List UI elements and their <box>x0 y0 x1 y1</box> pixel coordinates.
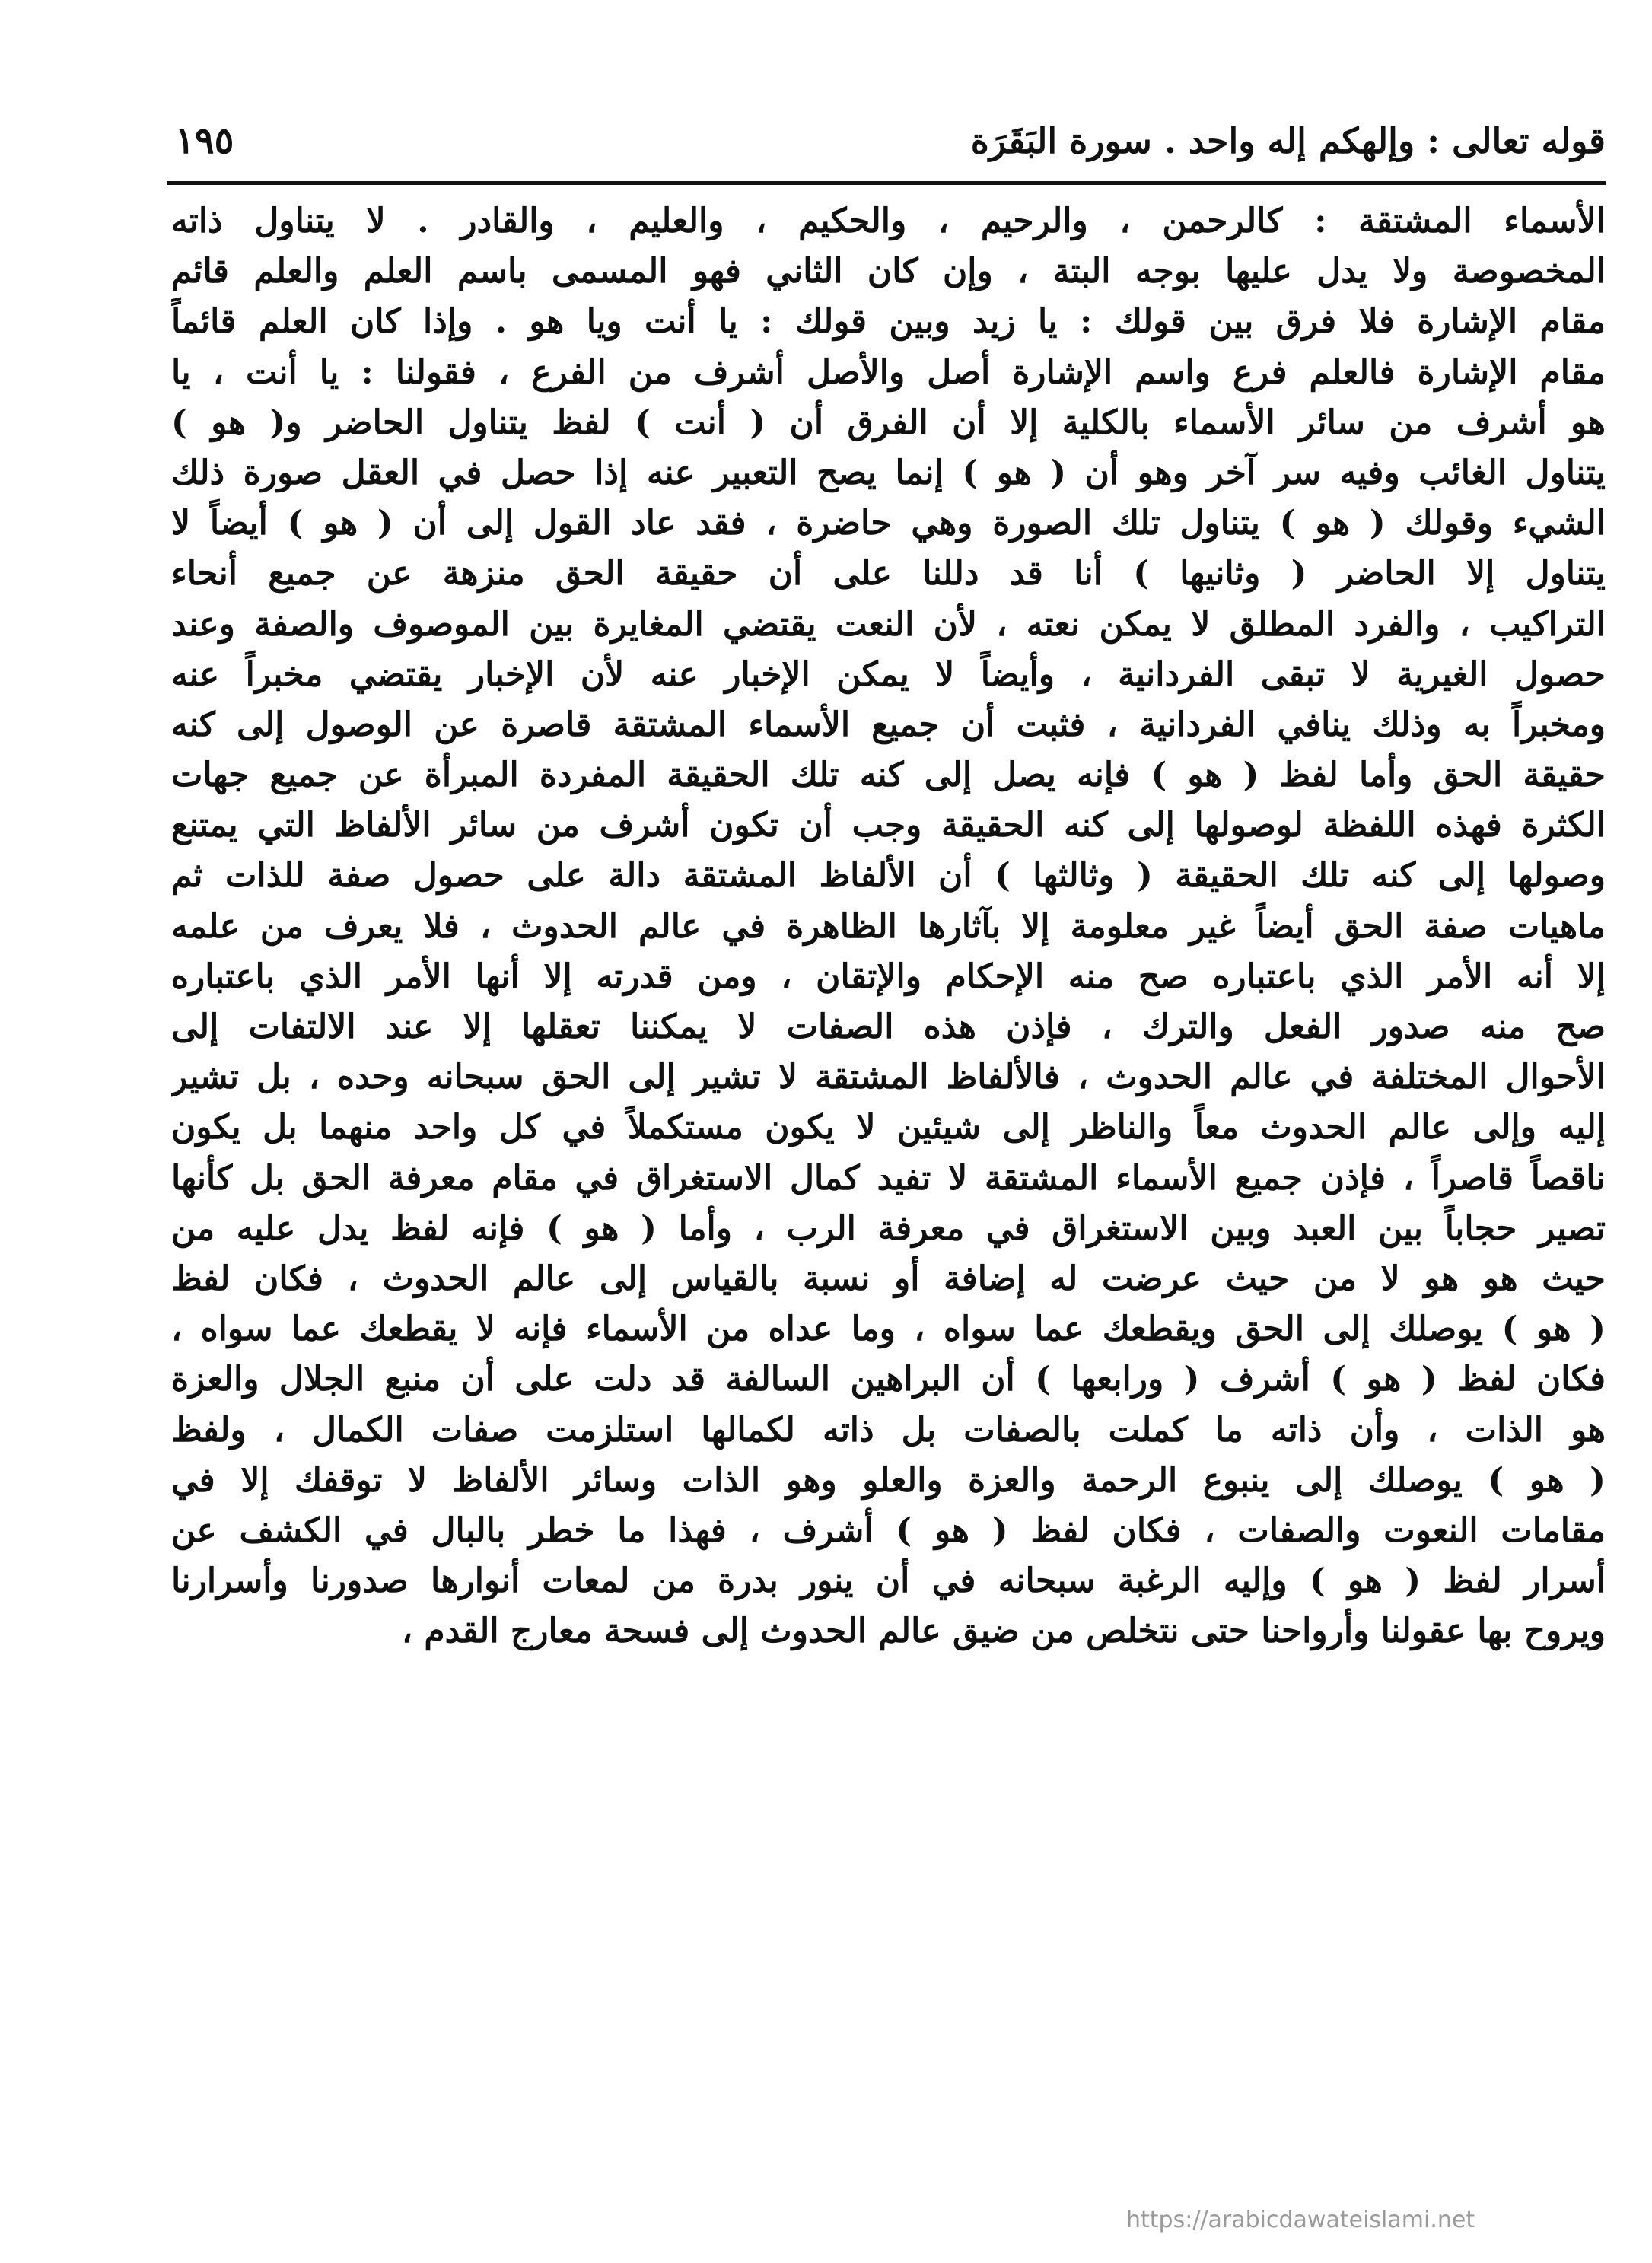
text-line: إليه وإلى عالم الحدوث معاً والناظر إلى شيئين لا يكون مستكملاً في كل واحد منهما بل يكون <box>171 1108 1606 1147</box>
text-line: وصولها إلى كنه تلك الحقيقة ( وثالثها ) أن الألفاظ المشتقة دالة على حصول صفة للذات ثم <box>171 856 1606 896</box>
page-number: ١٩٥ <box>175 119 234 162</box>
running-title: قوله تعالى : وإلهكم إله واحد . سورة البَقَرَة <box>970 120 1606 161</box>
text-line: حصول الغيرية لا تبقى الفردانية ، وأيضاً لا يمكن الإخبار عنه لأن الإخبار يقتضي مخبراً عنه <box>171 654 1606 694</box>
text-line: حيث هو هو لا من حيث عرضت له إضافة أو نسبة بالقياس إلى عالم الحدوث ، فكان لفظ <box>171 1259 1606 1298</box>
text-line: فكان لفظ ( هو ) أشرف ( ورابعها ) أن البراهين السالفة قد دلت على أن منبع الجلال والعزة <box>171 1360 1606 1399</box>
text-line: الأسماء المشتقة : كالرحمن ، والرحيم ، والحكيم ، والعليم ، والقادر . لا يتناول ذاته <box>171 202 1606 240</box>
text-line: مقامات النعوت والصفات ، فكان لفظ ( هو ) أشرف ، فهذا ما خطر بالبال في الكشف عن <box>171 1510 1606 1550</box>
watermark-url: https://arabicdawateislami.net <box>1126 2207 1475 2233</box>
text-line: ماهيات صفة الحق أيضاً غير معلومة إلا بآثارها الظاهرة في عالم الحدوث ، فلا يعرف من علمه <box>171 906 1606 946</box>
text-line: ( هو ) يوصلك إلى ينبوع الرحمة والعزة والعلو وهو الذات وسائر الألفاظ لا توقفك إلا في <box>171 1460 1606 1500</box>
text-line: المخصوصة ولا يدل عليها بوجه البتة ، وإن كان الثاني فهو المسمى باسم العلم والعلم قائم <box>171 252 1606 291</box>
text-line: الكثرة فهذه اللفظة لوصولها إلى كنه الحقيقة وجب أن تكون أشرف من سائر الألفاظ التي يمتنع <box>171 806 1606 845</box>
text-line: ( هو ) يوصلك إلى الحق ويقطعك عما سواه ، وما عداه من الأسماء فإنه لا يقطعك عما سواه ، <box>171 1310 1606 1349</box>
text-line: إلا أنه الأمر الذي باعتباره صح منه الإحكام والإتقان ، ومن قدرته إلا أنها الأمر الذي باعتباره <box>171 956 1606 996</box>
text-line: تصير حجاباً بين العبد وبين الاستغراق في معرفة الرب ، وأما ( هو ) فإنه لفظ يدل عليه من <box>171 1208 1606 1248</box>
text-line: هو أشرف من سائر الأسماء بالكلية إلا أن الفرق أن ( أنت ) لفظ يتناول الحاضر و( هو ) <box>171 403 1606 442</box>
text-line: يتناول إلا الحاضر ( وثانيها ) أنا قد دللنا على أن حقيقة الحق منزهة عن جميع أنحاء <box>171 554 1606 594</box>
text-line: هو الذات ، وأن ذاته ما كملت بالصفات بل ذاته لكمالها استلزمت صفات الكمال ، ولفظ <box>171 1410 1606 1450</box>
text-line: حقيقة الحق وأما لفظ ( هو ) فإنه يصل إلى كنه تلك الحقيقة المفردة المبرأة عن جميع جهات <box>171 756 1606 795</box>
text-line: الشيء وقولك ( هو ) يتناول تلك الصورة وهي حاضرة ، فقد عاد القول إلى أن ( هو ) أيضاً لا <box>171 504 1606 543</box>
text-line: أسرار لفظ ( هو ) وإليه الرغبة سبحانه في أن ينور بدرة من لمعات أنوارها صدورنا وأسرارنا <box>171 1561 1606 1601</box>
header-divider <box>167 181 1606 185</box>
text-line: مقام الإشارة فلا فرق بين قولك : يا زيد وبين قولك : يا أنت ويا هو . وإذا كان العلم قائماً <box>171 302 1606 342</box>
text-line: التراكيب ، والفرد المطلق لا يمكن نعته ، لأن النعت يقتضي المغايرة بين الموصوف والصفة وعند <box>171 604 1606 644</box>
text-line: ناقصاً قاصراً ، فإذن جميع الأسماء المشتقة لا تفيد كمال الاستغراق في مقام معرفة الحق بل كأنها <box>171 1158 1606 1198</box>
text-line: مقام الإشارة فالعلم فرع واسم الإشارة أصل والأصل أشرف من الفرع ، فقولنا : يا أنت ، يا <box>171 352 1606 392</box>
text-line: ويروح بها عقولنا وأرواحنا حتى نتخلص من ضيق عالم الحدوث إلى فسحة معارج القدم ، <box>401 1612 1606 1651</box>
text-line: صح منه صدور الفعل والترك ، فإذن هذه الصفات لا يمكننا تعقلها إلا عند الالتفات إلى <box>171 1007 1606 1046</box>
body-text <box>171 196 1606 1657</box>
text-line: الأحوال المختلفة في عالم الحدوث ، فالألفاظ المشتقة لا تشير إلى الحق سبحانه وحده ، بل تشير <box>171 1058 1606 1097</box>
text-line: يتناول الغائب وفيه سر آخر وهو أن ( هو ) إنما يصح التعبير عنه إذا حصل في العقل صورة ذلك <box>171 453 1606 492</box>
page-header <box>175 107 1606 175</box>
text-line: ومخبراً به وذلك ينافي الفردانية ، فثبت أن جميع الأسماء المشتقة قاصرة عن الوصول إلى كنه <box>171 705 1606 744</box>
